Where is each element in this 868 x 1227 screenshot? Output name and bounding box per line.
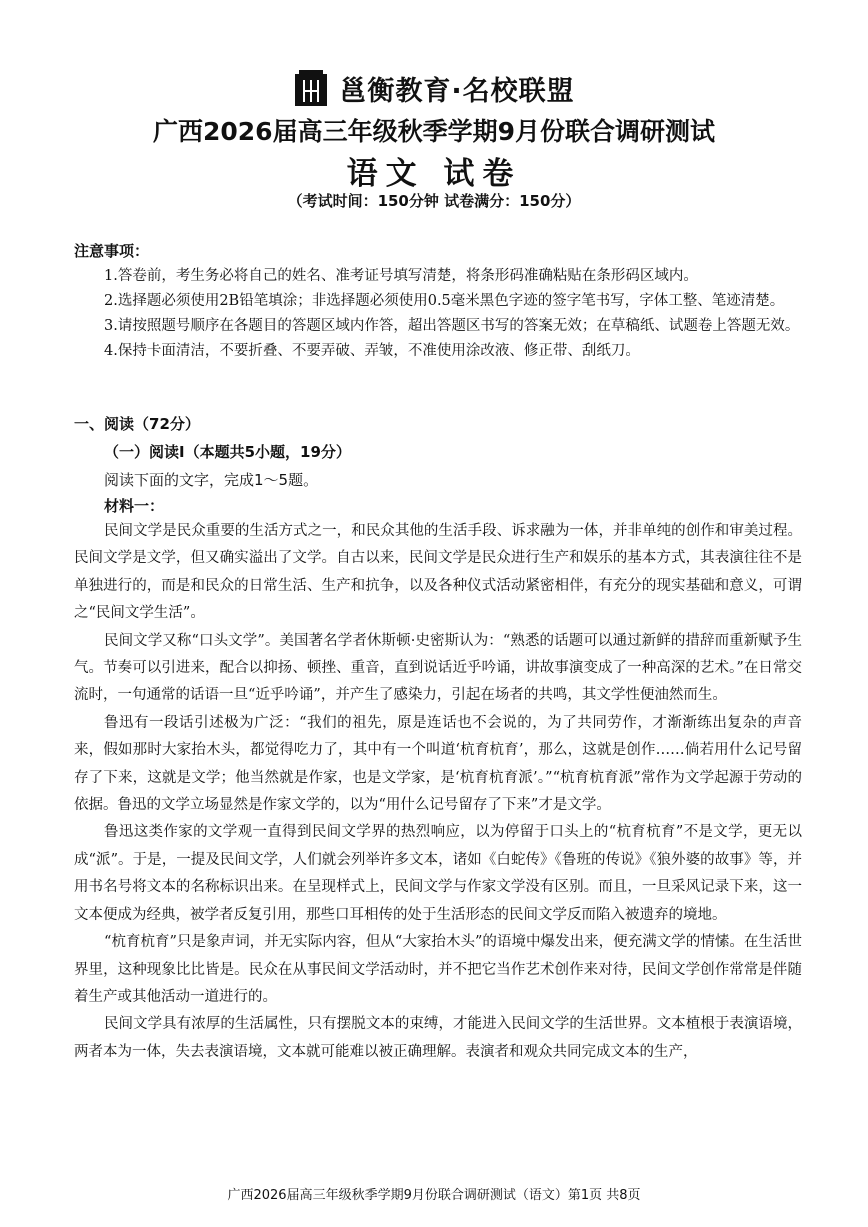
exam-title: 广西2026届高三年级秋季学期9月份联合调研测试: [153, 117, 715, 146]
passage-body: [74, 518, 802, 1066]
passage-paragraph: 民间文学是民众重要的生活方式之一，和民众其他的生活手段、诉求融为一体，并非单纯的创作和审美过程。民间文学是文学，但又确实溢出了文学。自古以来，民间文学是民众进行生产和娱乐的基本方式，其表演往往不是单独进行的，而是和民众的日常生活、生产和抗争，以及各种仪式活动紧密相伴，有充分的现实基础和意义，可谓之“民间文学生活”。: [74, 523, 802, 622]
notice-heading: 注意事项：: [74, 242, 150, 260]
exam-time-info: （考试时间：150分钟 试卷满分：150分）: [287, 192, 581, 210]
passage-paragraph: 鲁迅这类作家的文学观一直得到民间文学界的热烈响应，以为停留于口头上的“杭育杭育”不是文学，更无以成“派”。于是，一提及民间文学，人们就会列举许多文本，诸如《白蛇传》《鲁班的传说》《狼外婆的故事》等，并用书名号将文本的名称标识出来。在呈现样式上，民间文学与作家文学没有区别。而且，一旦采风记录下来，这一文本便成为经典，被学者反复引用，那些口耳相传的处于生活形态的民间文学反而陷入被遗弃的境地。: [74, 824, 802, 923]
notice-item: 3.请按照题号顺序在各题目的答题区域内作答，超出答题区书写的答案无效；在草稿纸、试题卷上答题无效。: [104, 318, 800, 334]
passage-paragraph: 民间文学又称“口头文学”。美国著名学者休斯顿·史密斯认为：“熟悉的话题可以通过新鲜的措辞而重新赋予生气。节奏可以引进来，配合以抑扬、顿挫、重音，直到说话近乎吟诵，讲故事演变成了一种高深的艺术。”在日常交流时，一句通常的话语一旦“近乎吟诵”，并产生了感染力，引起在场者的共鸣，其文学性便油然而生。: [74, 632, 802, 704]
reading-instruction: 阅读下面的文字，完成1～5题。: [104, 471, 319, 489]
passage-paragraph: “杭育杭育”只是象声词，并无实际内容，但从“大家抬木头”的语境中爆发出来，便充满文学的情愫。在生活世界里，这种现象比比皆是。民众在从事民间文学活动时，并不把它当作艺术创作来对待，民间文学创作常常是伴随着生产或其他活动一道进行的。: [74, 934, 802, 1005]
notice-list: [74, 264, 802, 364]
material-label: 材料一：: [104, 497, 165, 515]
brand-name: 邕衡教育·名校联盟: [339, 75, 575, 107]
brand-header: [0, 68, 868, 108]
book-logo-icon: [293, 68, 329, 108]
notice-item: 1.答卷前，考生务必将自己的姓名、准考证号填写清楚，将条形码准确粘贴在条形码区域内。: [104, 268, 698, 284]
page-footer: 广西2026届高三年级秋季学期9月份联合调研测试（语文）第1页 共8页: [227, 1188, 641, 1203]
subsection-heading: （一）阅读Ⅰ（本题共5小题，19分）: [104, 443, 351, 461]
notice-item: 4.保持卡面清洁，不要折叠、不要弄破、弄皱，不准使用涂改液、修正带、刮纸刀。: [104, 343, 640, 359]
section-heading: 一、阅读（72分）: [74, 415, 200, 433]
notice-item: 2.选择题必须使用2B铅笔填涂；非选择题必须使用0.5毫米黑色字迹的签字笔书写，字体工整、笔迹清楚。: [104, 293, 785, 309]
passage-paragraph: 民间文学具有浓厚的生活属性，只有摆脱文本的束缚，才能进入民间文学的生活世界。文本植根于表演语境，两者本为一体，失去表演语境，文本就可能难以被正确理解。表演者和观众共同完成文本的生产，: [74, 1016, 802, 1060]
subject-title: 语文 试卷: [346, 156, 522, 192]
passage-paragraph: 鲁迅有一段话引述极为广泛：“我们的祖先，原是连话也不会说的，为了共同劳作，才渐渐练出复杂的声音来，假如那时大家抬木头，都觉得吃力了，其中有一个叫道‘杭育杭育’，那么，这就是创作……倘若用什么记号留存了下来，这就是文学；他当然就是作家，也是文学家，是‘杭育杭育派’。”“杭育杭育派”常作为文学起源于劳动的依据。鲁迅的文学立场显然是作家文学的，以为“用什么记号留存了下来”才是文学。: [74, 714, 802, 814]
